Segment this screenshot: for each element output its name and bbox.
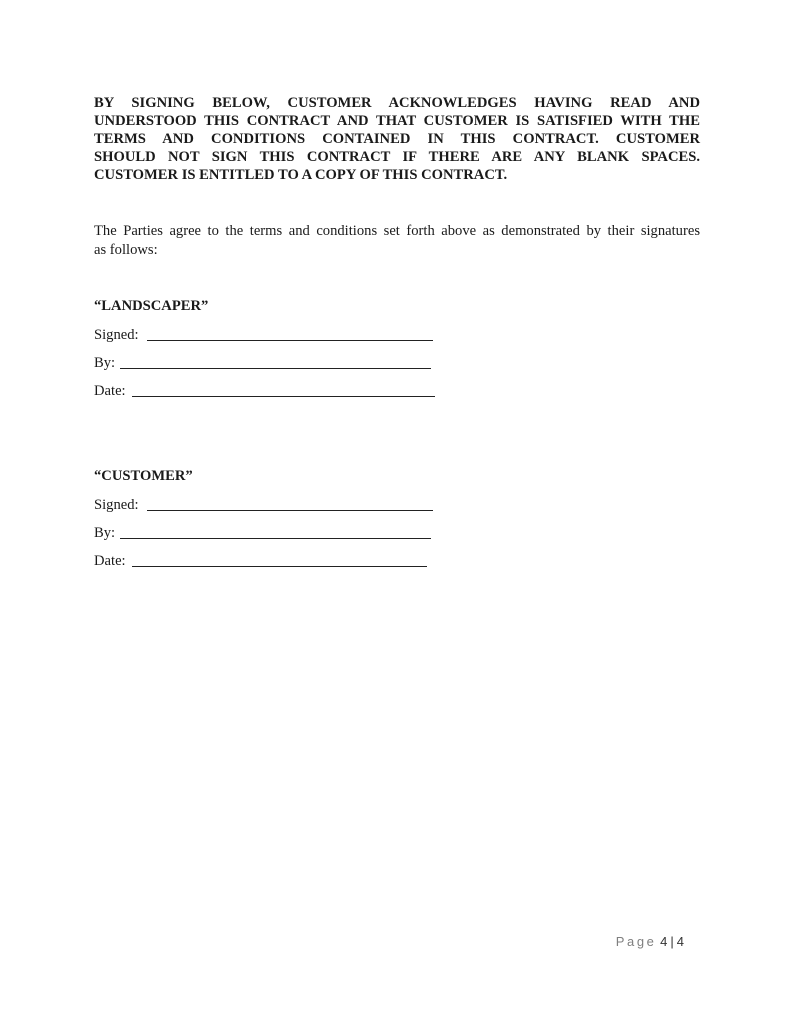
landscaper-by-label: By: [94, 355, 116, 371]
customer-signed-line[interactable] [147, 510, 433, 511]
page-separator: | [670, 934, 674, 949]
acknowledgement-line: TERMS AND CONDITIONS CONTAINED IN THIS CONTRACT. CUSTOMER [94, 131, 700, 147]
acknowledgement-line: CUSTOMER IS ENTITLED TO A COPY OF THIS CONTRACT. [94, 167, 508, 183]
landscaper-by-row [94, 354, 115, 374]
page-number-footer [616, 934, 684, 950]
customer-heading: “CUSTOMER” [94, 468, 193, 484]
page-current-number: 4 [660, 934, 668, 949]
landscaper-by-line[interactable] [120, 368, 431, 369]
landscaper-date-label: Date: [94, 383, 126, 399]
acknowledgement-line: BY SIGNING BELOW, CUSTOMER ACKNOWLEDGES HAVING READ AND [94, 95, 700, 111]
landscaper-heading: “LANDSCAPER” [94, 298, 209, 314]
acknowledgement-paragraph [94, 94, 700, 184]
acknowledgement-line: SHOULD NOT SIGN THIS CONTRACT IF THERE ARE ANY BLANK SPACES. [94, 149, 700, 165]
agreement-line: The Parties agree to the terms and conditions set forth above as demonstrated by their signatures [94, 223, 700, 239]
agreement-paragraph [94, 222, 700, 260]
customer-date-label: Date: [94, 553, 126, 569]
customer-date-line[interactable] [132, 566, 427, 567]
customer-by-line[interactable] [120, 538, 431, 539]
landscaper-signed-label: Signed: [94, 327, 139, 343]
customer-by-label: By: [94, 525, 116, 541]
landscaper-date-row [94, 382, 126, 402]
landscaper-signed-row [94, 326, 139, 346]
agreement-line: as follows: [94, 242, 158, 258]
landscaper-date-line[interactable] [132, 396, 435, 397]
acknowledgement-line: UNDERSTOOD THIS CONTRACT AND THAT CUSTOMER IS SATISFIED WITH THE [94, 113, 700, 129]
landscaper-signed-line[interactable] [147, 340, 433, 341]
page-total-number: 4 [676, 934, 684, 949]
customer-date-row [94, 552, 126, 572]
customer-signed-label: Signed: [94, 497, 139, 513]
customer-by-row [94, 524, 115, 544]
page-word: Page [615, 934, 657, 949]
customer-signed-row [94, 496, 139, 516]
